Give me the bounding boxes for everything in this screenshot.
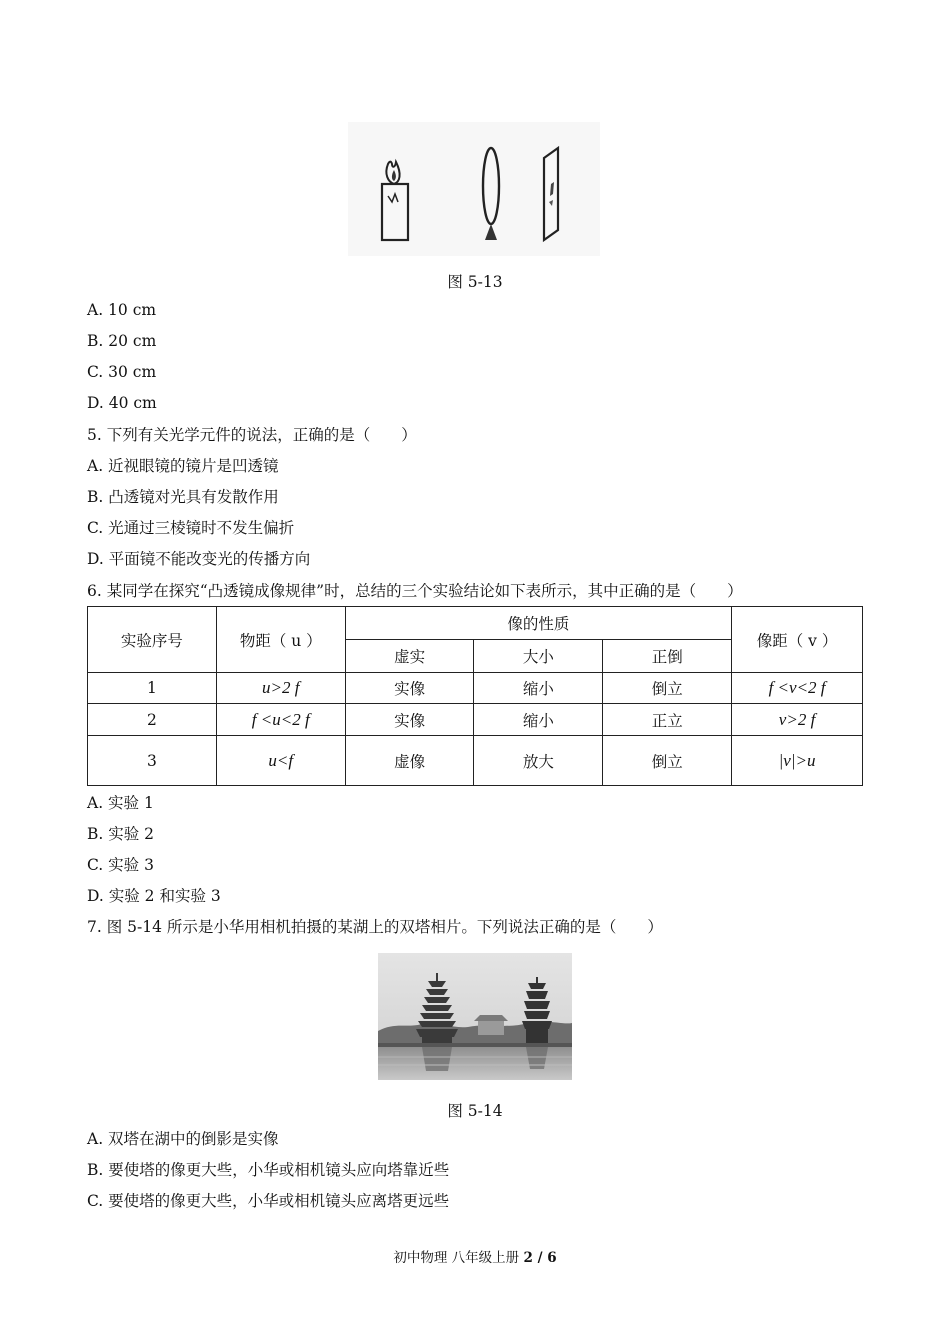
q7-option-c: C. 要使塔的像更大些，小华或相机镜头应离塔更远些 bbox=[87, 1192, 450, 1210]
cell-u: f <u<2 f bbox=[216, 704, 345, 736]
q7-stem: 7. 图 5-14 所示是小华用相机拍摄的某湖上的双塔相片。下列说法正确的是（ ） bbox=[87, 918, 663, 936]
cell-size: 缩小 bbox=[474, 704, 603, 736]
figure-5-14-caption: 图 5-14 bbox=[447, 1102, 503, 1120]
subheader-orientation: 正倒 bbox=[603, 640, 732, 673]
page-footer bbox=[0, 1246, 950, 1266]
q4-option-d: D. 40 cm bbox=[87, 394, 157, 412]
header-image-distance: 像距（ v ） bbox=[732, 607, 863, 673]
q4-option-b: B. 20 cm bbox=[87, 332, 157, 350]
cell-u: u>2 f bbox=[216, 673, 345, 704]
cell-index: 3 bbox=[88, 736, 217, 786]
q5-option-c: C. 光通过三棱镜时不发生偏折 bbox=[87, 519, 295, 537]
q5-stem: 5. 下列有关光学元件的说法，正确的是（ ） bbox=[87, 426, 417, 444]
table-row bbox=[88, 704, 863, 736]
table-row bbox=[88, 736, 863, 786]
q5-option-b: B. 凸透镜对光具有发散作用 bbox=[87, 488, 279, 506]
experiment-table bbox=[87, 606, 863, 786]
q5-option-a: A. 近视眼镜的镜片是凹透镜 bbox=[87, 457, 279, 475]
cell-u: u<f bbox=[216, 736, 345, 786]
q4-option-a: A. 10 cm bbox=[87, 301, 157, 319]
cell-size: 缩小 bbox=[474, 673, 603, 704]
q7-option-a: A. 双塔在湖中的倒影是实像 bbox=[87, 1130, 279, 1148]
cell-real: 实像 bbox=[345, 704, 474, 736]
cell-size: 放大 bbox=[474, 736, 603, 786]
header-image-nature: 像的性质 bbox=[345, 607, 731, 640]
q6-option-a: A. 实验 1 bbox=[87, 794, 154, 812]
q5-option-d: D. 平面镜不能改变光的传播方向 bbox=[87, 550, 311, 568]
cell-orientation: 倒立 bbox=[603, 673, 732, 704]
figure-5-14-photo bbox=[378, 953, 572, 1080]
cell-v: |v|>u bbox=[732, 736, 863, 786]
q6-option-d: D. 实验 2 和实验 3 bbox=[87, 887, 221, 905]
table-row bbox=[88, 673, 863, 704]
subheader-real-virtual: 虚实 bbox=[345, 640, 474, 673]
header-index: 实验序号 bbox=[88, 607, 217, 673]
subheader-size: 大小 bbox=[474, 640, 603, 673]
cell-index: 1 bbox=[88, 673, 217, 704]
header-object-distance: 物距（ u ） bbox=[216, 607, 345, 673]
figure-5-13-caption: 图 5-13 bbox=[447, 273, 503, 291]
q4-option-c: C. 30 cm bbox=[87, 363, 157, 381]
figure-5-13-image bbox=[348, 122, 600, 256]
cell-v: v>2 f bbox=[732, 704, 863, 736]
q7-option-b: B. 要使塔的像更大些，小华或相机镜头应向塔靠近些 bbox=[87, 1161, 450, 1179]
cell-index: 2 bbox=[88, 704, 217, 736]
cell-orientation: 倒立 bbox=[603, 736, 732, 786]
footer-subject: 初中物理 八年级上册 bbox=[393, 1250, 520, 1266]
footer-page-number: 2 / 6 bbox=[523, 1250, 557, 1266]
q6-option-c: C. 实验 3 bbox=[87, 856, 154, 874]
cell-orientation: 正立 bbox=[603, 704, 732, 736]
cell-v: f <v<2 f bbox=[732, 673, 863, 704]
q6-stem: 6. 某同学在探究“凸透镜成像规律”时，总结的三个实验结论如下表所示，其中正确的是（ ） bbox=[87, 582, 743, 600]
cell-real: 实像 bbox=[345, 673, 474, 704]
q6-option-b: B. 实验 2 bbox=[87, 825, 155, 843]
cell-real: 虚像 bbox=[345, 736, 474, 786]
